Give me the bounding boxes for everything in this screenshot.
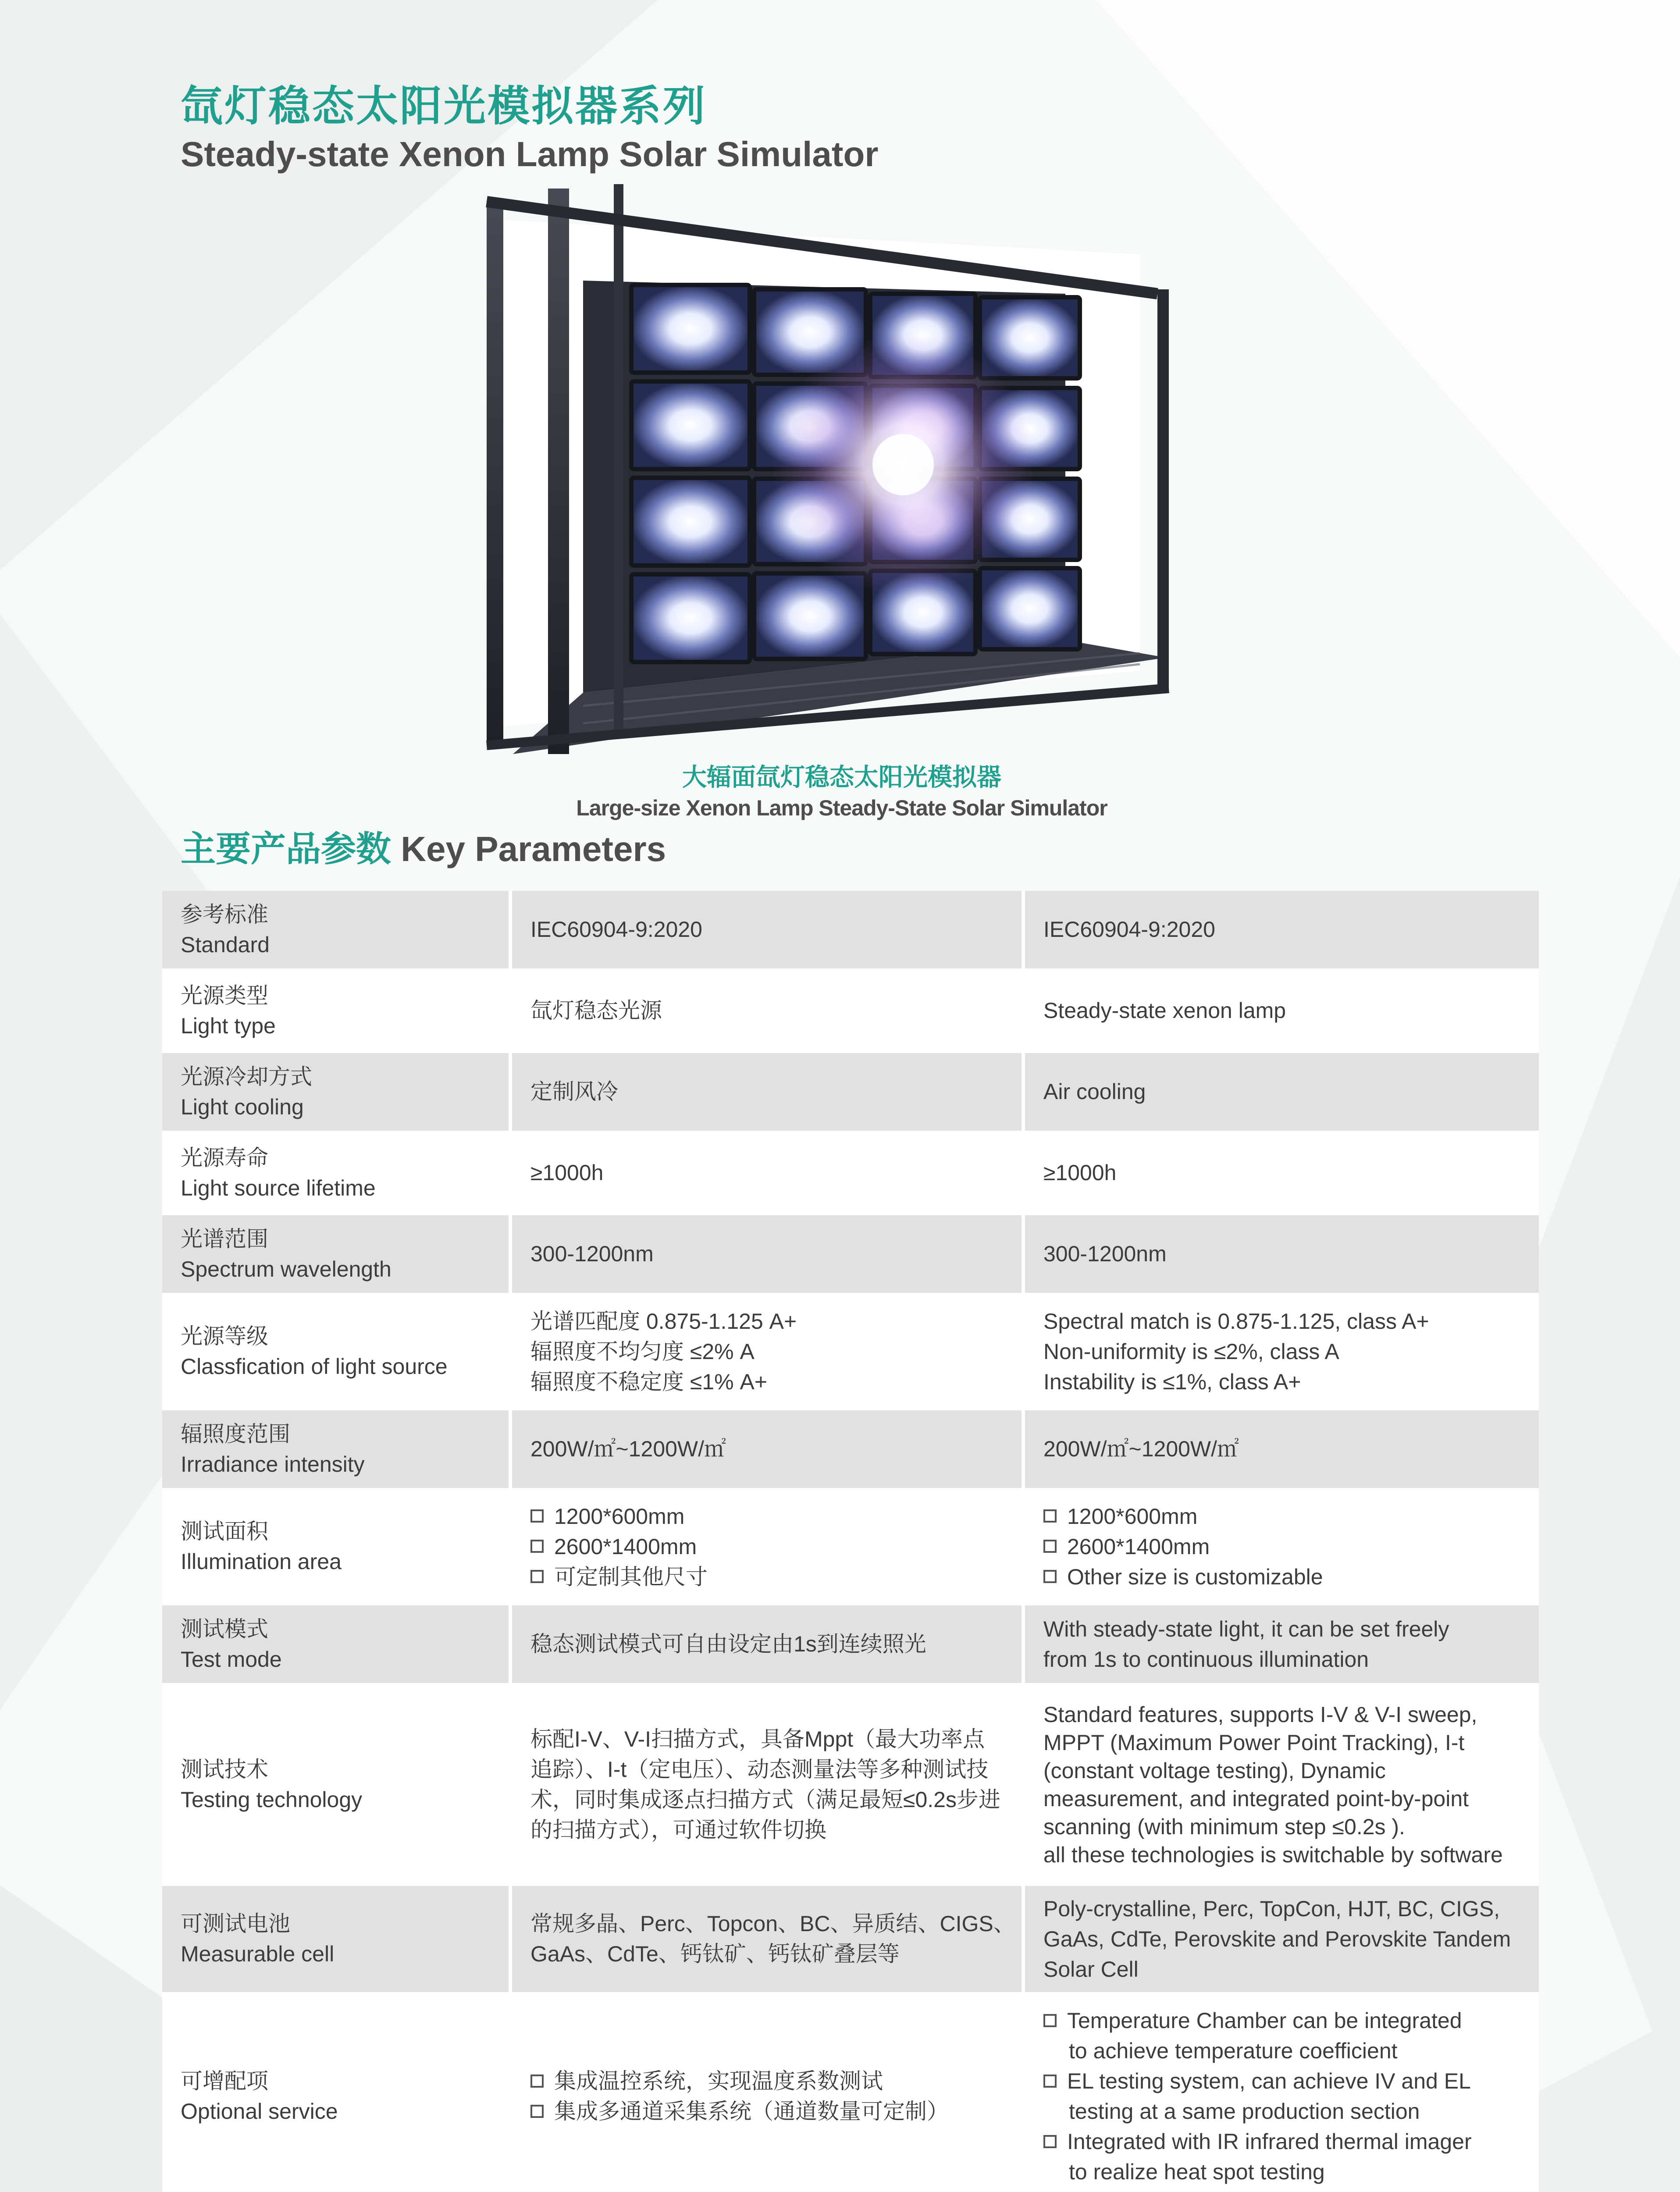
section-heading (181, 829, 666, 868)
value-text: ≥1000h (1043, 1160, 1117, 1185)
value-line: Non-uniformity is ≤2%, class A (1043, 1339, 1339, 1364)
row-label-cn: 光源等级 (181, 1324, 268, 1349)
value-cn (509, 1296, 1022, 1407)
value-line: measurement, and integrated point-by-point (1043, 1786, 1469, 1811)
table-row-measurable-cell (162, 1886, 1539, 1996)
row-label-en: Measurable cell (181, 1942, 335, 1966)
row-label (162, 1996, 509, 2192)
row-label (162, 972, 509, 1050)
page-title-cn: 氙灯稳态太阳光模拟器系列 (181, 83, 707, 130)
row-label (162, 1410, 509, 1488)
option-item (1043, 2006, 1526, 2036)
row-label-cn: 测试面积 (181, 1519, 268, 1544)
row-label-cn: 可增配项 (181, 2069, 268, 2093)
row-label-cn: 可测试电池 (181, 1911, 290, 1936)
checkbox-icon (1043, 2135, 1057, 2148)
checkbox-icon (530, 2105, 544, 2118)
table-row-cooling (162, 1053, 1539, 1134)
value-text: 定制风冷 (530, 1079, 618, 1104)
value-line: 标配I-V、V-I扫描方式，具备Mppt（最大功率点 (530, 1726, 985, 1751)
option-item (1043, 1532, 1526, 1562)
checkbox-icon (1043, 1540, 1057, 1553)
value-line: 追踪）、I-t（定电压）、动态测量法等多种测试技 (530, 1757, 989, 1782)
option-label: Other size is customizable (1067, 1564, 1323, 1589)
table-row-technology (162, 1687, 1539, 1886)
option-label: 集成温控系统，实现温度系数测试 (554, 2069, 883, 2093)
value-en (1022, 1605, 1539, 1683)
option-label: 1200*600mm (1067, 1504, 1198, 1529)
row-label (162, 1886, 509, 1992)
row-label-en: Light source lifetime (181, 1175, 376, 1200)
option-label: 可定制其他尺寸 (554, 1564, 708, 1589)
checkbox-icon (530, 1509, 544, 1523)
value-text: 氙灯稳态光源 (530, 998, 662, 1023)
row-label (162, 1296, 509, 1407)
option-label: 2600*1400mm (554, 1534, 697, 1559)
option-item (530, 1532, 1008, 1562)
row-label-cn: 测试技术 (181, 1757, 268, 1782)
value-cn (509, 1996, 1022, 2192)
value-line: 辐照度不均匀度 ≤2% A (530, 1339, 755, 1364)
table-row-irradiance (162, 1410, 1539, 1491)
value-line: (constant voltage testing), Dynamic (1043, 1758, 1386, 1783)
checkbox-icon (530, 2075, 544, 2088)
value-line: GaAs, CdTe, Perovskite and Perovskite Tandem (1043, 1926, 1511, 1951)
value-text: 300-1200nm (1043, 1242, 1167, 1266)
row-label (162, 1134, 509, 1212)
value-line: 的扫描方式），可通过软件切换 (530, 1817, 826, 1842)
value-en (1022, 1410, 1539, 1488)
value-en (1022, 891, 1539, 968)
table-row-area (162, 1491, 1539, 1605)
section-heading-en: Key Parameters (401, 829, 666, 868)
row-label-en: Standard (181, 932, 270, 957)
row-label-cn: 光谱范围 (181, 1226, 268, 1251)
value-text: Air cooling (1043, 1079, 1146, 1104)
row-label-en: Testing technology (181, 1787, 363, 1812)
value-en (1022, 1215, 1539, 1293)
table-row-spectrum (162, 1215, 1539, 1296)
table-row-lifetime (162, 1134, 1539, 1215)
value-line: Instability is ≤1%, class A+ (1043, 1369, 1301, 1394)
value-cn (509, 1134, 1022, 1212)
value-cn (509, 1053, 1022, 1131)
figure-caption-cn: 大辐面氙灯稳态太阳光模拟器 (682, 763, 1001, 791)
value-en (1022, 1491, 1539, 1602)
option-label: 集成多通道采集系统（通道数量可定制） (554, 2099, 949, 2124)
row-label-en: Light cooling (181, 1094, 304, 1119)
row-label-cn: 测试模式 (181, 1616, 268, 1641)
value-line: GaAs、CdTe、钙钛矿、钙钛矿叠层等 (530, 1942, 900, 1966)
row-label (162, 1053, 509, 1131)
option-label: Integrated with IR infrared thermal imager (1067, 2129, 1472, 2154)
value-en (1022, 1296, 1539, 1407)
option-label: Temperature Chamber can be integrated (1067, 2008, 1462, 2033)
value-line: 辐照度不稳定度 ≤1% A+ (530, 1369, 768, 1394)
value-cn (509, 891, 1022, 968)
value-cn (509, 1491, 1022, 1602)
value-text: IEC60904-9:2020 (1043, 917, 1215, 942)
row-label (162, 1687, 509, 1882)
value-line: With steady-state light, it can be set freely (1043, 1616, 1449, 1641)
value-en (1022, 972, 1539, 1050)
value-line: all these technologies is switchable by software (1043, 1842, 1503, 1867)
option-label: 1200*600mm (554, 1504, 685, 1529)
option-item (530, 1502, 1008, 1532)
value-line: 术，同时集成逐点扫描方式（满足最短≤0.2s步进 (530, 1787, 1000, 1812)
row-label-cn: 光源寿命 (181, 1145, 268, 1170)
value-line: 常规多晶、Perc、Topcon、BC、异质结、CIGS、 (530, 1911, 1015, 1936)
value-line: MPPT (Maximum Power Point Tracking), I-t (1043, 1730, 1465, 1755)
option-item (530, 2066, 1008, 2096)
value-text: 稳态测试模式可自由设定由1s到连续照光 (530, 1632, 926, 1656)
row-label-en: Optional service (181, 2099, 338, 2124)
checkbox-icon (1043, 1570, 1057, 1583)
product-photo (438, 184, 1192, 767)
value-line: Solar Cell (1043, 1957, 1139, 1982)
row-label-cn: 光源冷却方式 (181, 1064, 312, 1089)
value-en (1022, 1886, 1539, 1992)
row-label (162, 1215, 509, 1293)
checkbox-icon (1043, 2075, 1057, 2088)
value-cn (509, 1215, 1022, 1293)
row-label (162, 1491, 509, 1602)
row-label-en: Illumination area (181, 1549, 342, 1574)
value-text: IEC60904-9:2020 (530, 917, 702, 942)
value-line: Poly-crystalline, Perc, TopCon, HJT, BC, CIGS, (1043, 1896, 1500, 1921)
option-label: EL testing system, can achieve IV and EL (1067, 2069, 1471, 2093)
value-text: 300-1200nm (530, 1242, 654, 1266)
checkbox-icon (530, 1570, 544, 1583)
row-label-en: Light type (181, 1013, 276, 1038)
value-cn (509, 972, 1022, 1050)
value-text: 200W/㎡~1200W/㎡ (530, 1437, 726, 1461)
option-item (530, 1562, 1008, 1592)
value-text: ≥1000h (530, 1160, 604, 1185)
value-en (1022, 1053, 1539, 1131)
value-line: 光谱匹配度 0.875-1.125 A+ (530, 1309, 797, 1334)
row-label-en: Spectrum wavelength (181, 1256, 392, 1281)
checkbox-icon (1043, 1509, 1057, 1523)
value-cn (509, 1687, 1022, 1882)
section-heading-cn: 主要产品参数 (181, 829, 391, 868)
row-label-cn: 光源类型 (181, 983, 268, 1008)
option-continuation: testing at a same production section (1069, 2099, 1420, 2124)
row-label (162, 1605, 509, 1683)
row-label-cn: 辐照度范围 (181, 1421, 290, 1446)
checkbox-icon (530, 1540, 544, 1553)
row-label-en: Test mode (181, 1647, 282, 1672)
option-item (1043, 2066, 1526, 2096)
value-line: Spectral match is 0.875-1.125, class A+ (1043, 1309, 1429, 1334)
value-en (1022, 1687, 1539, 1882)
option-continuation: to achieve temperature coefficient (1069, 2039, 1398, 2063)
value-cn (509, 1886, 1022, 1992)
option-item (530, 2096, 1008, 2127)
option-item (1043, 1502, 1526, 1532)
value-text: 200W/㎡~1200W/㎡ (1043, 1437, 1239, 1461)
option-item (1043, 2127, 1526, 2157)
option-continuation: to realize heat spot testing (1069, 2160, 1325, 2184)
value-cn (509, 1410, 1022, 1488)
value-line: from 1s to continuous illumination (1043, 1647, 1369, 1672)
value-en (1022, 1996, 1539, 2192)
option-label: 2600*1400mm (1067, 1534, 1210, 1559)
value-line: Standard features, supports I-V & V-I sweep, (1043, 1702, 1477, 1727)
row-label-en: Classfication of light source (181, 1354, 448, 1379)
table-row-light-type (162, 972, 1539, 1053)
checkbox-icon (1043, 2014, 1057, 2027)
value-en (1022, 1134, 1539, 1212)
row-label-cn: 参考标准 (181, 902, 268, 927)
value-cn (509, 1605, 1022, 1683)
value-text: Steady-state xenon lamp (1043, 998, 1286, 1023)
table-row-test-mode (162, 1605, 1539, 1687)
table-row-classification (162, 1296, 1539, 1410)
option-item (1043, 1562, 1526, 1592)
row-label-en: Irradiance intensity (181, 1452, 365, 1477)
row-label (162, 891, 509, 968)
table-row-optional (162, 1996, 1539, 2192)
table-row-standard (162, 891, 1539, 972)
figure-caption-en: Large-size Xenon Lamp Steady-State Solar Simulator (576, 796, 1107, 820)
value-line: scanning (with minimum step ≤0.2s ). (1043, 1814, 1405, 1839)
page-title-en: Steady-state Xenon Lamp Solar Simulator (181, 135, 879, 174)
parameters-table (162, 891, 1539, 2192)
